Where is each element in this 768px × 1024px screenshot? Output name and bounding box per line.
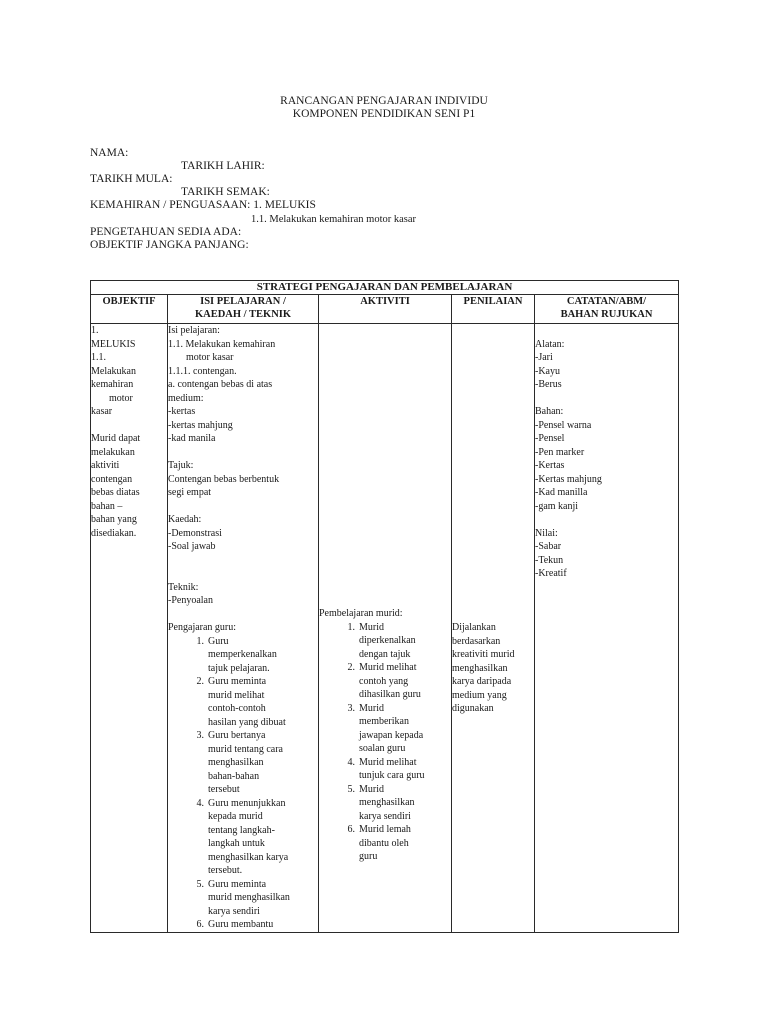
guru-step-number: 5.	[196, 878, 204, 890]
col-catatan-line1: CATATAN/ABM/	[566, 296, 647, 307]
field-tarikh-semak: TARIKH SEMAK:	[181, 186, 270, 198]
objektif-line: kemahiran	[91, 379, 134, 390]
field-tarikh-lahir: TARIKH LAHIR:	[181, 160, 265, 172]
guru-step-line: tajuk pelajaran.	[208, 662, 270, 674]
isi-line: Tajuk:	[168, 460, 194, 471]
isi-line: motor kasar	[186, 352, 234, 363]
objektif-line: bahan yang	[91, 514, 137, 525]
catatan-line: -Berus	[535, 379, 562, 390]
murid-step	[319, 783, 451, 824]
catatan-line: -Tekun	[535, 554, 564, 566]
guru-step-text	[208, 729, 318, 797]
col-isi-line1: ISI PELAJARAN /	[200, 296, 286, 307]
penilaian-line: Dijalankan	[452, 622, 496, 633]
guru-step-line: Guru membantu	[208, 919, 274, 930]
strategy-table	[90, 280, 679, 933]
isi-line	[168, 567, 318, 581]
objektif-line: Murid dapat	[91, 433, 141, 444]
field-nama: NAMA:	[90, 147, 129, 159]
guru-step-line: Guru menunjukkan	[208, 797, 286, 809]
isi-line: -kertas mahjung	[168, 419, 233, 431]
guru-step	[168, 878, 318, 919]
guru-step-line: tersebut.	[208, 865, 243, 876]
murid-step-line: Murid lemah	[359, 824, 411, 835]
isi-line: segi empat	[168, 487, 212, 498]
murid-step-number: 3.	[347, 702, 355, 714]
isi-line: 1.1. Melakukan kemahiran	[168, 338, 276, 350]
murid-step-number: 2.	[347, 662, 355, 673]
document-title-line1: RANCANGAN PENGAJARAN INDIVIDU	[280, 95, 488, 107]
penilaian-line: karya daripada	[452, 676, 512, 687]
field-objektif-jangka-panjang: OBJEKTIF JANGKA PANJANG:	[90, 239, 249, 251]
field-tarikh-mula: TARIKH MULA:	[90, 173, 173, 185]
isi-line: Isi pelajaran:	[168, 325, 220, 336]
objektif-line: contengan	[91, 473, 133, 485]
guru-step-text	[208, 878, 318, 919]
objektif-line: bebas diatas	[91, 487, 140, 498]
objektif-line: bahan –	[91, 500, 123, 512]
guru-step-line: menghasilkan karya	[208, 851, 289, 863]
guru-step-text	[208, 635, 318, 676]
guru-step-line: tersebut	[208, 784, 240, 795]
field-pengetahuan: PENGETAHUAN SEDIA ADA:	[90, 226, 242, 238]
murid-step-line: soalan guru	[359, 743, 406, 754]
murid-step-line: diperkenalkan	[359, 635, 416, 646]
guru-step-line: memperkenalkan	[208, 649, 277, 660]
isi-line: -Soal jawab	[168, 541, 216, 552]
col-isi-pelajaran	[168, 295, 319, 324]
murid-steps-list	[319, 621, 451, 864]
isi-line	[168, 554, 318, 568]
isi-line	[168, 500, 318, 514]
catatan-line: -Pensel	[535, 433, 565, 444]
aktiviti-cell	[319, 324, 452, 933]
murid-step	[319, 621, 451, 662]
penilaian-line: kreativiti murid	[452, 649, 515, 660]
murid-step-line: guru	[359, 851, 378, 862]
guru-step-number: 2.	[196, 676, 204, 687]
catatan-line: -Kertas	[535, 460, 565, 471]
guru-step-number: 6.	[196, 919, 204, 930]
guru-step-text	[208, 675, 318, 729]
murid-step	[319, 661, 451, 702]
objektif-line: 1.1.	[91, 352, 106, 363]
murid-step-line: tunjuk cara guru	[359, 770, 425, 781]
guru-step-line: hasilan yang dibuat	[208, 716, 286, 728]
guru-step-line: menghasilkan	[208, 757, 264, 768]
catatan-line: -Kayu	[535, 365, 560, 377]
guru-step-line: bahan-bahan	[208, 770, 260, 782]
murid-step-line: jawapan kepada	[359, 729, 424, 741]
isi-line: -kad manila	[168, 433, 216, 444]
isi-line: medium:	[168, 392, 204, 404]
guru-step-line: Guru bertanya	[208, 730, 266, 741]
murid-step-line: Murid	[359, 783, 384, 795]
catatan-line: -Pen marker	[535, 446, 585, 458]
guru-step-line: langkah untuk	[208, 838, 265, 849]
murid-step-line: Murid melihat	[359, 662, 417, 673]
penilaian-line: berdasarkan	[452, 635, 501, 647]
guru-step	[168, 918, 318, 932]
isi-line	[168, 608, 318, 622]
catatan-line: Bahan:	[535, 406, 564, 417]
guru-step-line: Guru meminta	[208, 878, 267, 890]
murid-step	[319, 756, 451, 783]
objektif-line: motor	[109, 392, 133, 404]
objektif-cell	[91, 324, 168, 933]
guru-step-number: 1.	[196, 635, 204, 647]
guru-step-line: kepada murid	[208, 811, 263, 822]
murid-step-line: Murid	[359, 621, 384, 633]
isi-line: Kaedah:	[168, 514, 202, 525]
murid-step-text	[359, 823, 451, 864]
guru-step-line: murid melihat	[208, 689, 265, 701]
guru-step-line: murid tentang cara	[208, 743, 283, 755]
catatan-line: Nilai:	[535, 527, 558, 539]
penilaian-line: digunakan	[452, 703, 494, 714]
guru-step	[168, 635, 318, 676]
isi-line: -Penyoalan	[168, 595, 213, 606]
col-catatan	[535, 295, 679, 324]
catatan-line: -Kad manilla	[535, 487, 588, 498]
catatan-line: -Kertas mahjung	[535, 473, 602, 485]
col-catatan-line2: BAHAN RUJUKAN	[560, 309, 653, 320]
guru-step	[168, 675, 318, 729]
field-kemahiran-sub: 1.1. Melakukan kemahiran motor kasar	[251, 214, 417, 225]
guru-step	[168, 729, 318, 797]
catatan-line: -Sabar	[535, 541, 562, 552]
murid-step-line: contoh yang	[359, 675, 409, 687]
murid-step-text	[359, 783, 451, 824]
murid-step-text	[359, 621, 451, 662]
isi-line: 1.1.1. contengan.	[168, 365, 237, 377]
murid-step-number: 5.	[347, 783, 355, 795]
field-kemahiran: KEMAHIRAN / PENGUASAAN: 1. MELUKIS	[90, 199, 316, 211]
objektif-line: aktiviti	[91, 460, 120, 471]
catatan-line: -Pensel warna	[535, 419, 592, 431]
murid-step-line: dihasilkan guru	[359, 689, 421, 700]
murid-step-line: karya sendiri	[359, 810, 411, 822]
murid-step-line: menghasilkan	[359, 797, 415, 808]
guru-step-text	[208, 918, 318, 932]
guru-step-line: murid menghasilkan	[208, 892, 290, 903]
catatan-line	[535, 392, 678, 406]
penilaian-cell	[452, 324, 535, 933]
objektif-line: melakukan	[91, 446, 135, 458]
guru-step	[168, 797, 318, 878]
murid-step	[319, 823, 451, 864]
objektif-line: MELUKIS	[91, 338, 136, 350]
isi-line: a. contengan bebas di atas	[168, 379, 273, 390]
catatan-line: -gam kanji	[535, 500, 579, 512]
catatan-line: Alatan:	[535, 338, 565, 350]
murid-step-text	[359, 661, 451, 702]
guru-step-line: karya sendiri	[208, 905, 260, 917]
objektif-line: kasar	[91, 406, 113, 417]
catatan-line: -Jari	[535, 352, 553, 363]
catatan-line	[535, 324, 678, 338]
objektif-line: Melakukan	[91, 365, 136, 377]
catatan-line	[535, 513, 678, 527]
murid-step-line: Murid melihat	[359, 756, 417, 768]
murid-step-text	[359, 702, 451, 756]
document-title-line2: KOMPONEN PENDIDIKAN SENI P1	[292, 108, 476, 120]
penilaian-line: menghasilkan	[452, 662, 508, 674]
table-title: STRATEGI PENGAJARAN DAN PEMBELAJARAN	[91, 281, 679, 295]
objektif-line: 1.	[91, 325, 99, 336]
catatan-cell	[535, 324, 679, 933]
aktiviti-heading: Pembelajaran murid:	[319, 608, 403, 619]
guru-step-text	[208, 797, 318, 878]
guru-step-line: Guru	[208, 635, 229, 647]
isi-line: -Demonstrasi	[168, 527, 222, 539]
murid-step-line: dibantu oleh	[359, 837, 409, 849]
isi-pelajaran-cell	[168, 324, 319, 933]
col-isi-line2: KAEDAH / TEKNIK	[194, 309, 292, 320]
guru-step-number: 3.	[196, 730, 204, 741]
guru-step-number: 4.	[196, 797, 204, 809]
isi-line: Pengajaran guru:	[168, 622, 237, 633]
objektif-line	[91, 419, 167, 433]
catatan-line: -Kreatif	[535, 568, 567, 579]
col-objektif: OBJEKTIF	[91, 295, 168, 324]
murid-step-line: dengan tajuk	[359, 648, 411, 660]
guru-step-line: tentang langkah-	[208, 824, 275, 836]
murid-step-number: 6.	[347, 824, 355, 835]
murid-step-number: 1.	[347, 621, 355, 633]
murid-step-line: Murid	[359, 702, 384, 714]
murid-step-text	[359, 756, 451, 783]
col-penilaian: PENILAIAN	[452, 295, 535, 324]
objektif-line: disediakan.	[91, 527, 137, 539]
guru-steps-list	[168, 635, 318, 932]
murid-step-line: memberikan	[359, 716, 409, 727]
murid-step	[319, 702, 451, 756]
isi-line: -kertas	[168, 406, 196, 417]
murid-step-number: 4.	[347, 756, 355, 768]
guru-step-line: contoh-contoh	[208, 703, 266, 714]
isi-line: Contengan bebas berbentuk	[168, 473, 280, 485]
isi-line	[168, 446, 318, 460]
guru-step-line: Guru meminta	[208, 676, 267, 687]
penilaian-line: medium yang	[452, 689, 507, 701]
isi-line: Teknik:	[168, 581, 199, 593]
col-aktiviti: AKTIVITI	[319, 295, 452, 324]
